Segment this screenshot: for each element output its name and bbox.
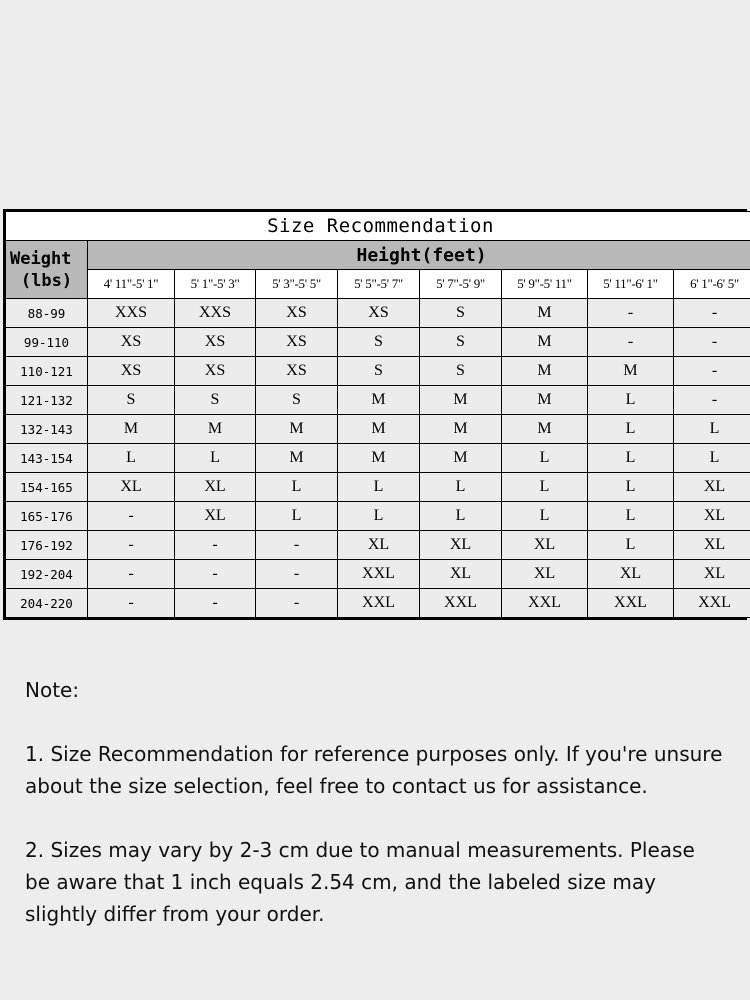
weight-cell: 121-132 [6,386,88,415]
height-range-row [6,270,750,299]
size-cell: M [88,415,175,444]
size-cell: L [502,502,588,531]
size-cell: XL [674,502,750,531]
size-cell: L [256,473,338,502]
size-cell: S [338,357,420,386]
size-cell: M [256,444,338,473]
size-cell: - [175,531,256,560]
size-cell: L [420,502,502,531]
table-row [6,357,750,386]
size-cell: M [420,415,502,444]
weight-cell: 154-165 [6,473,88,502]
size-cell: S [420,299,502,328]
size-cell: - [674,386,750,415]
size-cell: XS [175,328,256,357]
size-cell: XS [256,357,338,386]
size-cell: - [588,328,674,357]
size-cell: XXL [420,589,502,618]
height-header: Height(feet) [88,241,750,270]
table-title: Size Recommendation [6,212,750,241]
size-cell: XXS [88,299,175,328]
height-range-header: 5' 5"-5' 7" [338,270,420,299]
table-row [6,444,750,473]
size-cell: XS [338,299,420,328]
table-row [6,415,750,444]
size-cell: L [588,531,674,560]
size-cell: L [588,473,674,502]
table-row [6,589,750,618]
size-cell: L [88,444,175,473]
size-cell: - [88,589,175,618]
size-cell: - [256,589,338,618]
title-row [6,212,750,241]
size-cell: XXL [588,589,674,618]
table-row [6,386,750,415]
size-cell: S [88,386,175,415]
size-cell: S [420,328,502,357]
size-chart [3,209,747,620]
size-cell: - [175,560,256,589]
height-range-header: 5' 3"-5' 5" [256,270,338,299]
size-cell: L [420,473,502,502]
size-cell: XL [502,531,588,560]
height-range-header: 5' 9"-5' 11" [502,270,588,299]
size-cell: S [256,386,338,415]
size-cell: M [338,444,420,473]
weight-cell: 88-99 [6,299,88,328]
size-cell: L [338,473,420,502]
notes-heading: Note: [25,678,80,702]
height-range-header: 5' 7"-5' 9" [420,270,502,299]
size-cell: - [674,357,750,386]
size-cell: M [502,357,588,386]
size-cell: - [256,531,338,560]
weight-header-label: Weight [10,248,72,269]
size-cell: S [420,357,502,386]
size-cell: XXS [175,299,256,328]
size-cell: XS [88,328,175,357]
size-cell: XXL [338,560,420,589]
header-row [6,241,750,270]
size-cell: XL [420,560,502,589]
size-cell: - [88,560,175,589]
size-cell: L [502,444,588,473]
size-cell: XL [674,473,750,502]
size-cell: L [588,502,674,531]
size-cell: - [256,560,338,589]
size-cell: M [338,415,420,444]
height-range-header: 4' 11"-5' 1" [88,270,175,299]
height-range-header: 5' 1"-5' 3" [175,270,256,299]
size-cell: XL [338,531,420,560]
size-cell: XL [420,531,502,560]
table-row [6,560,750,589]
size-cell: M [502,386,588,415]
weight-cell: 192-204 [6,560,88,589]
size-cell: M [502,299,588,328]
weight-cell: 204-220 [6,589,88,618]
size-cell: M [502,328,588,357]
size-cell: XL [175,473,256,502]
size-cell: XXL [674,589,750,618]
size-cell: M [588,357,674,386]
note-item-1: 1. Size Recommendation for reference purposes only. If you're unsure about the size selection, feel free to contact us for assistance. [25,742,723,798]
size-cell: M [175,415,256,444]
size-recommendation-table [5,211,750,618]
size-cell: L [175,444,256,473]
size-cell: L [674,444,750,473]
size-cell: L [588,415,674,444]
size-cell: L [338,502,420,531]
size-cell: XS [175,357,256,386]
size-cell: XS [256,299,338,328]
size-cell: - [674,299,750,328]
size-cell: M [420,444,502,473]
weight-header-unit: (lbs) [20,270,73,291]
size-cell: L [588,444,674,473]
table-row [6,328,750,357]
size-cell: L [674,415,750,444]
size-cell: S [338,328,420,357]
weight-cell: 99-110 [6,328,88,357]
weight-cell: 165-176 [6,502,88,531]
note-item-2: 2. Sizes may vary by 2-3 cm due to manual measurements. Please be aware that 1 inch equals 2.54 cm, and the labeled size may slightly differ from your order. [25,838,695,926]
size-cell: XL [588,560,674,589]
size-cell: S [175,386,256,415]
size-cell: M [502,415,588,444]
weight-cell: 132-143 [6,415,88,444]
size-cell: - [88,502,175,531]
size-cell: XL [674,560,750,589]
size-cell: XL [88,473,175,502]
table-row [6,299,750,328]
weight-header [6,241,88,299]
size-cell: - [588,299,674,328]
size-cell: L [502,473,588,502]
size-cell: - [175,589,256,618]
table-row [6,502,750,531]
size-cell: XL [674,531,750,560]
size-cell: - [88,531,175,560]
size-cell: XL [175,502,256,531]
table-row [6,531,750,560]
size-cell: XL [502,560,588,589]
size-cell: M [420,386,502,415]
size-cell: - [674,328,750,357]
size-cell: XS [256,328,338,357]
weight-cell: 110-121 [6,357,88,386]
size-cell: XS [88,357,175,386]
notes-section [25,674,725,930]
weight-cell: 176-192 [6,531,88,560]
table-row [6,473,750,502]
size-cell: L [256,502,338,531]
size-cell: XXL [502,589,588,618]
size-cell: XXL [338,589,420,618]
size-cell: L [588,386,674,415]
size-cell: M [256,415,338,444]
height-range-header: 5' 11"-6' 1" [588,270,674,299]
height-range-header: 6' 1"-6' 5" [674,270,750,299]
size-cell: M [338,386,420,415]
weight-cell: 143-154 [6,444,88,473]
